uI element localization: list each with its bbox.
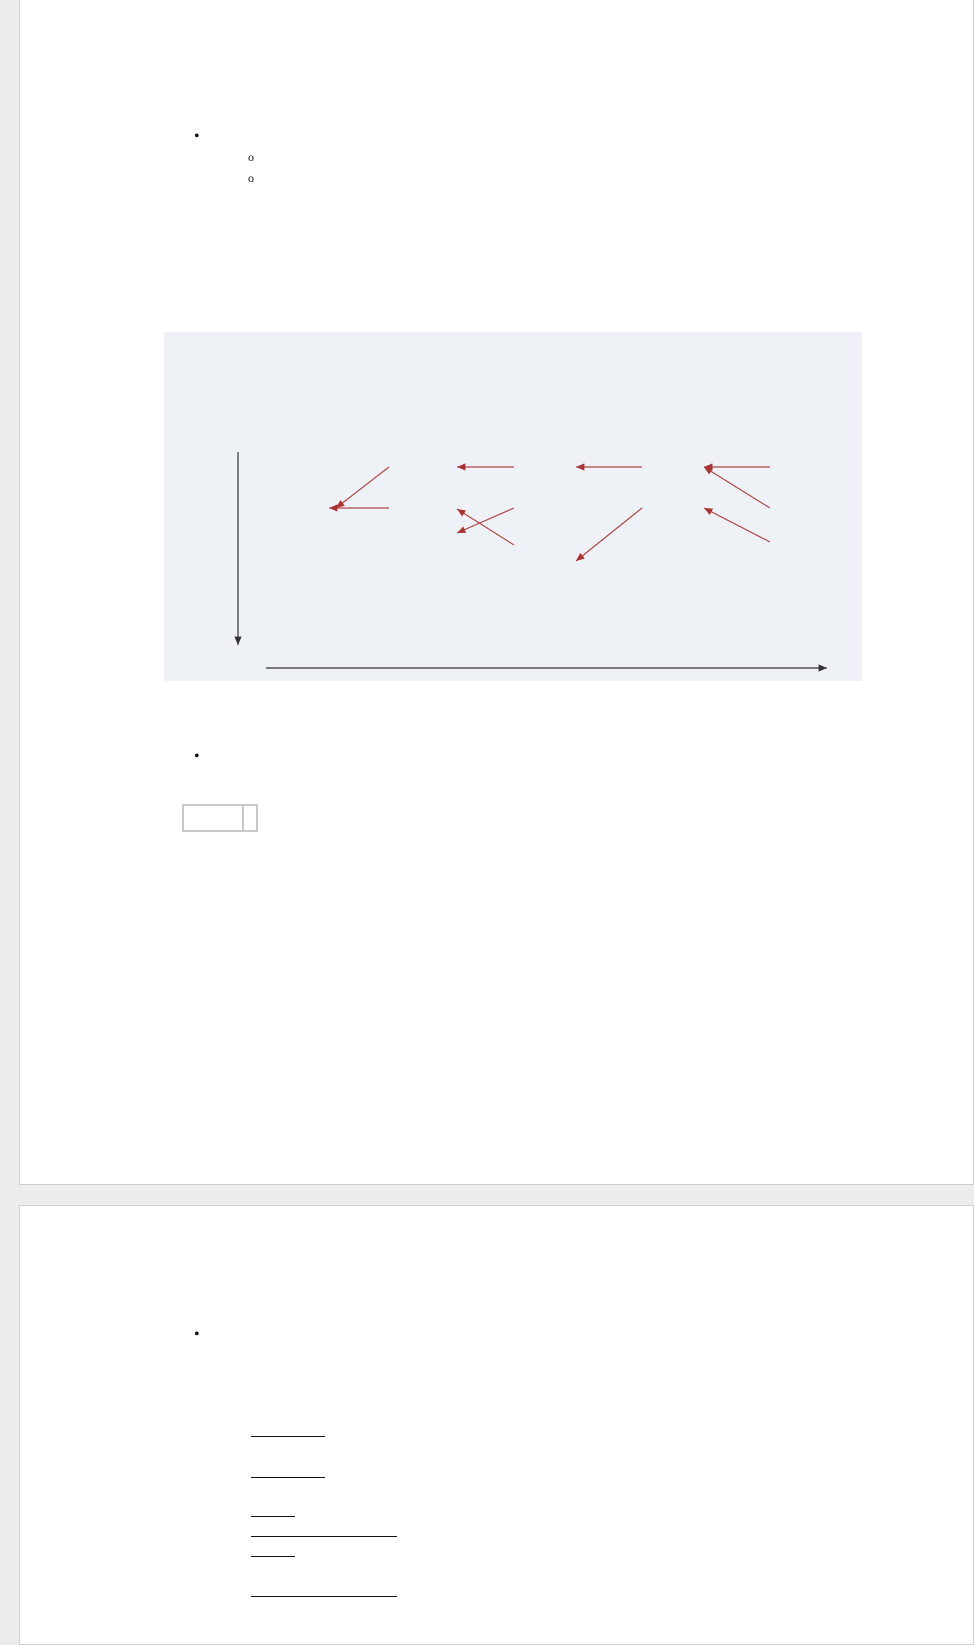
page-1 xyxy=(19,0,974,1185)
answer-blank[interactable] xyxy=(251,1536,397,1537)
when-best-line xyxy=(251,1502,295,1522)
pred-arrow xyxy=(336,467,389,508)
when-worst-line xyxy=(251,1542,295,1562)
bullet-icon: • xyxy=(194,1326,200,1343)
worst-case-answer xyxy=(251,1463,325,1483)
pred-arrow xyxy=(576,508,642,561)
page-2 xyxy=(19,1205,974,1645)
arrows-overlay xyxy=(164,332,862,681)
bullet-icon: • xyxy=(194,128,200,145)
best-case-answer xyxy=(251,1422,325,1442)
circle-bullet-icon: o xyxy=(248,171,254,185)
pred-arrow xyxy=(457,509,514,545)
bullet-icon: • xyxy=(194,748,200,765)
worst-case-blank[interactable] xyxy=(251,1477,325,1478)
when-worst-blank[interactable] xyxy=(251,1556,295,1557)
when-worst-answer xyxy=(251,1582,397,1602)
patience-figure xyxy=(164,332,862,681)
pred-arrow xyxy=(704,508,770,542)
when-best-answer xyxy=(251,1522,397,1542)
when-best-blank[interactable] xyxy=(251,1516,295,1517)
circle-bullet-icon: o xyxy=(248,150,254,164)
pred-arrow xyxy=(704,467,770,508)
sequence-title-cell xyxy=(243,805,257,831)
pred-arrow xyxy=(457,508,514,533)
answer-blank[interactable] xyxy=(251,1596,397,1597)
table-title-row xyxy=(183,805,257,831)
card-sequence-table xyxy=(182,804,258,832)
table-cell xyxy=(183,805,243,831)
best-case-blank[interactable] xyxy=(251,1436,325,1437)
